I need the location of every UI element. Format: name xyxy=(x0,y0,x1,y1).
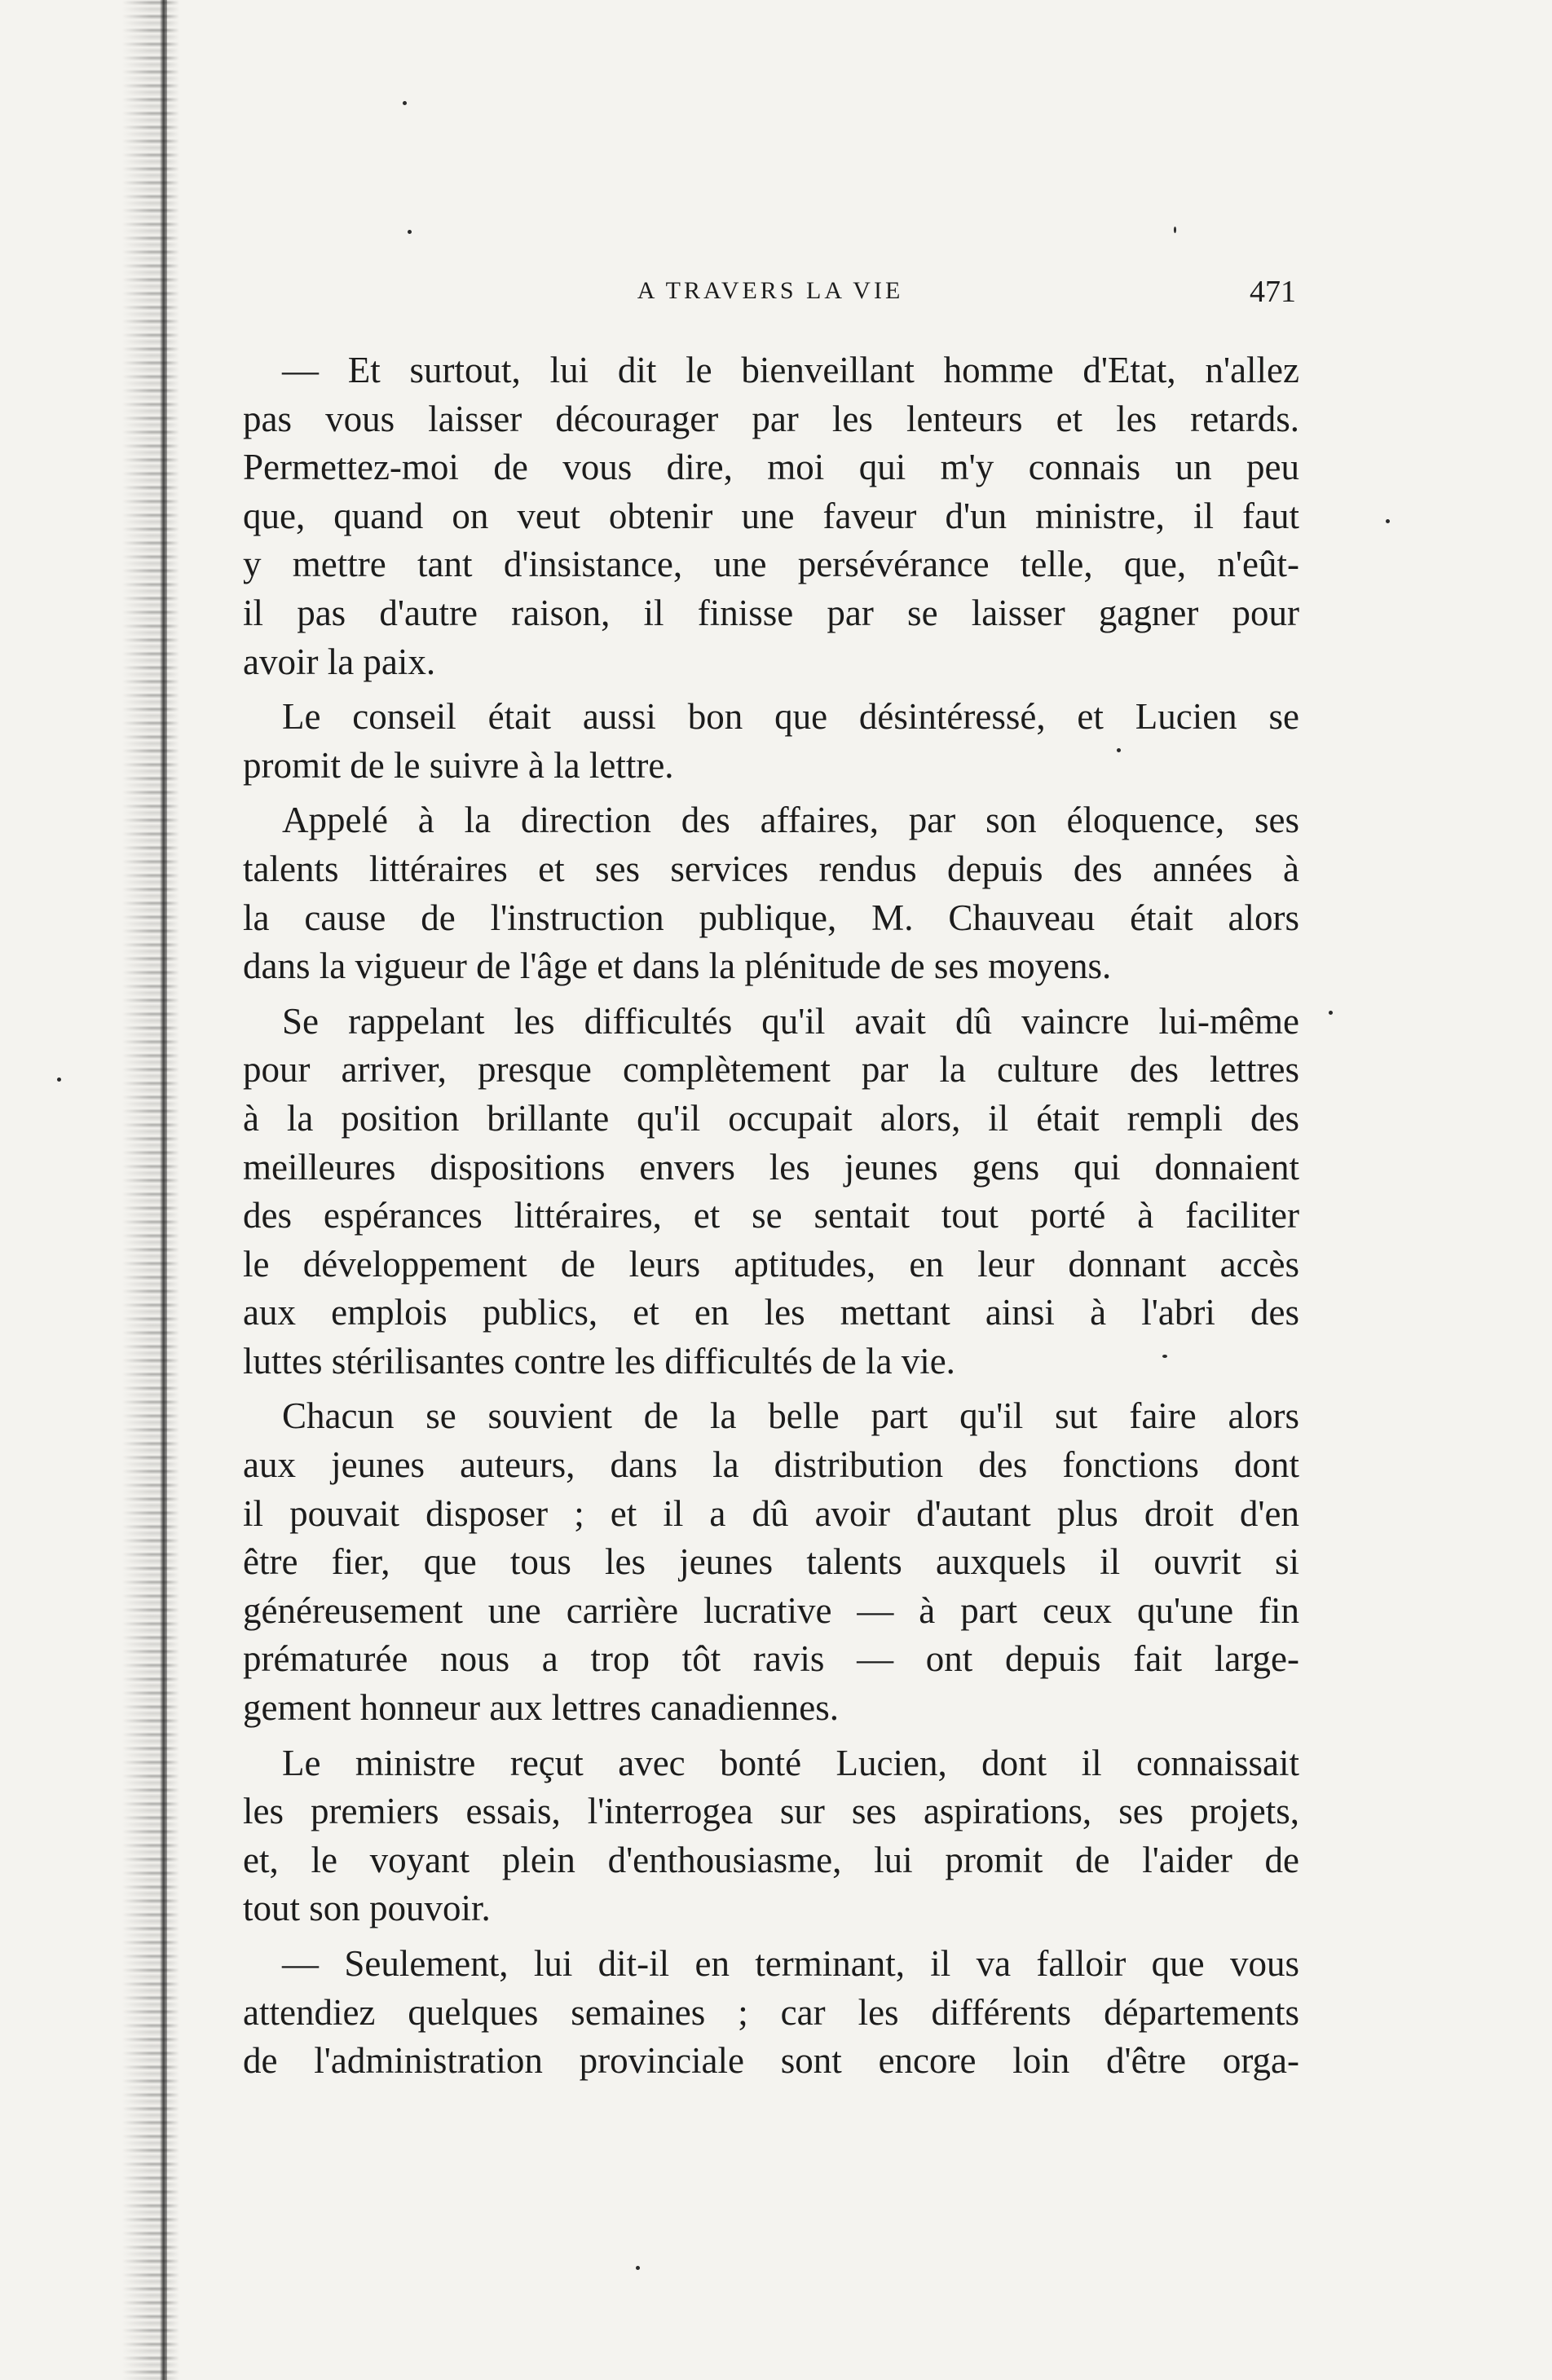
text-line: que, quand on veut obtenir une faveur d'un ministre, il faut xyxy=(243,495,1299,536)
text-line: meilleures dispositions envers les jeunes gens qui donnaient xyxy=(243,1146,1299,1188)
text-line: être fier, que tous les jeunes talents auxquels il ouvrit si xyxy=(243,1541,1299,1583)
scan-speck xyxy=(1329,1011,1333,1015)
text-line: il pouvait disposer ; et il a dû avoir d'autant plus droit d'en xyxy=(243,1492,1299,1534)
text-line: la cause de l'instruction publique, M. Chauveau était alors xyxy=(243,897,1299,938)
text-line: à la position brillante qu'il occupait alors, il était rempli des xyxy=(243,1097,1299,1139)
text-line: il pas d'autre raison, il finisse par se laisser gagner pour xyxy=(243,592,1299,633)
text-line: promit de le suivre à la lettre. xyxy=(243,744,674,786)
scan-speck xyxy=(1174,227,1176,233)
paragraph-gap xyxy=(243,991,1299,998)
text-line: — Seulement, lui dit-il en terminant, il va falloir que vous xyxy=(282,1943,1299,1984)
text-line: aux emplois publics, et en les mettant ainsi à l'abri des xyxy=(243,1292,1299,1333)
text-line: Permettez-moi de vous dire, moi qui m'y connais un peu xyxy=(243,447,1299,488)
text-line: de l'administration provinciale sont encore loin d'être orga- xyxy=(243,2040,1299,2082)
scan-speck xyxy=(57,1078,61,1082)
text-line: Le conseil était aussi bon que désintéressé, et Lucien se xyxy=(282,696,1299,738)
text-line: prématurée nous a trop tôt ravis — ont depuis fait large- xyxy=(243,1638,1299,1680)
text-line: luttes stérilisantes contre les difficultés de la vie. xyxy=(243,1340,955,1382)
text-line: le développement de leurs aptitudes, en leur donnant accès xyxy=(243,1243,1299,1285)
scan-speck xyxy=(1386,519,1390,523)
text-line: attendiez quelques semaines ; car les différents départements xyxy=(243,1991,1299,2033)
text-line: y mettre tant d'insistance, une persévérance telle, que, n'eût- xyxy=(243,544,1299,585)
paragraph-gap xyxy=(243,1933,1299,1940)
text-line: aux jeunes auteurs, dans la distribution des fonctions dont xyxy=(243,1444,1299,1486)
text-line: et, le voyant plein d'enthousiasme, lui promit de l'aider de xyxy=(243,1839,1299,1880)
text-line: Chacun se souvient de la belle part qu'il sut faire alors xyxy=(282,1395,1299,1437)
page-header xyxy=(245,277,1296,326)
scan-binding-shadow xyxy=(160,0,167,2380)
text-line: — Et surtout, lui dit le bienveillant homme d'Etat, n'allez xyxy=(282,350,1299,390)
scan-binding-edge xyxy=(0,0,179,2380)
paragraph-gap xyxy=(243,790,1299,796)
text-line: pour arriver, presque complètement par la culture des lettres xyxy=(243,1049,1299,1091)
text-line: des espérances littéraires, et se sentait tout porté à faciliter xyxy=(243,1195,1299,1236)
text-line: talents littéraires et ses services rendus depuis des années à xyxy=(243,848,1299,889)
scan-speck xyxy=(403,101,407,105)
running-title: A TRAVERS LA VIE xyxy=(637,277,904,304)
text-line: Le ministre reçut avec bonté Lucien, dont il connaissait xyxy=(282,1742,1299,1783)
scan-speck xyxy=(636,2266,640,2270)
text-line: les premiers essais, l'interrogea sur ses aspirations, ses projets, xyxy=(243,1791,1299,1832)
page-number: 471 xyxy=(1250,275,1296,309)
text-line: gement honneur aux lettres canadiennes. xyxy=(243,1687,839,1729)
paragraph-gap xyxy=(243,1386,1299,1392)
paragraph-gap xyxy=(243,1733,1299,1739)
text-line: tout son pouvoir. xyxy=(243,1888,491,1929)
text-line: pas vous laisser décourager par les lenteurs et les retards. xyxy=(243,398,1299,439)
text-line: Appelé à la direction des affaires, par son éloquence, ses xyxy=(282,800,1299,841)
page-body xyxy=(243,346,1299,2086)
paragraph-gap xyxy=(243,686,1299,693)
text-line: généreusement une carrière lucrative — à part ceux qu'une fin xyxy=(243,1589,1299,1631)
scan-speck xyxy=(408,230,412,234)
text-line: Se rappelant les difficultés qu'il avait dû vaincre lui-même xyxy=(282,1000,1299,1042)
text-line: dans la vigueur de l'âge et dans la plénitude de ses moyens. xyxy=(243,945,1112,987)
text-line: avoir la paix. xyxy=(243,641,436,682)
